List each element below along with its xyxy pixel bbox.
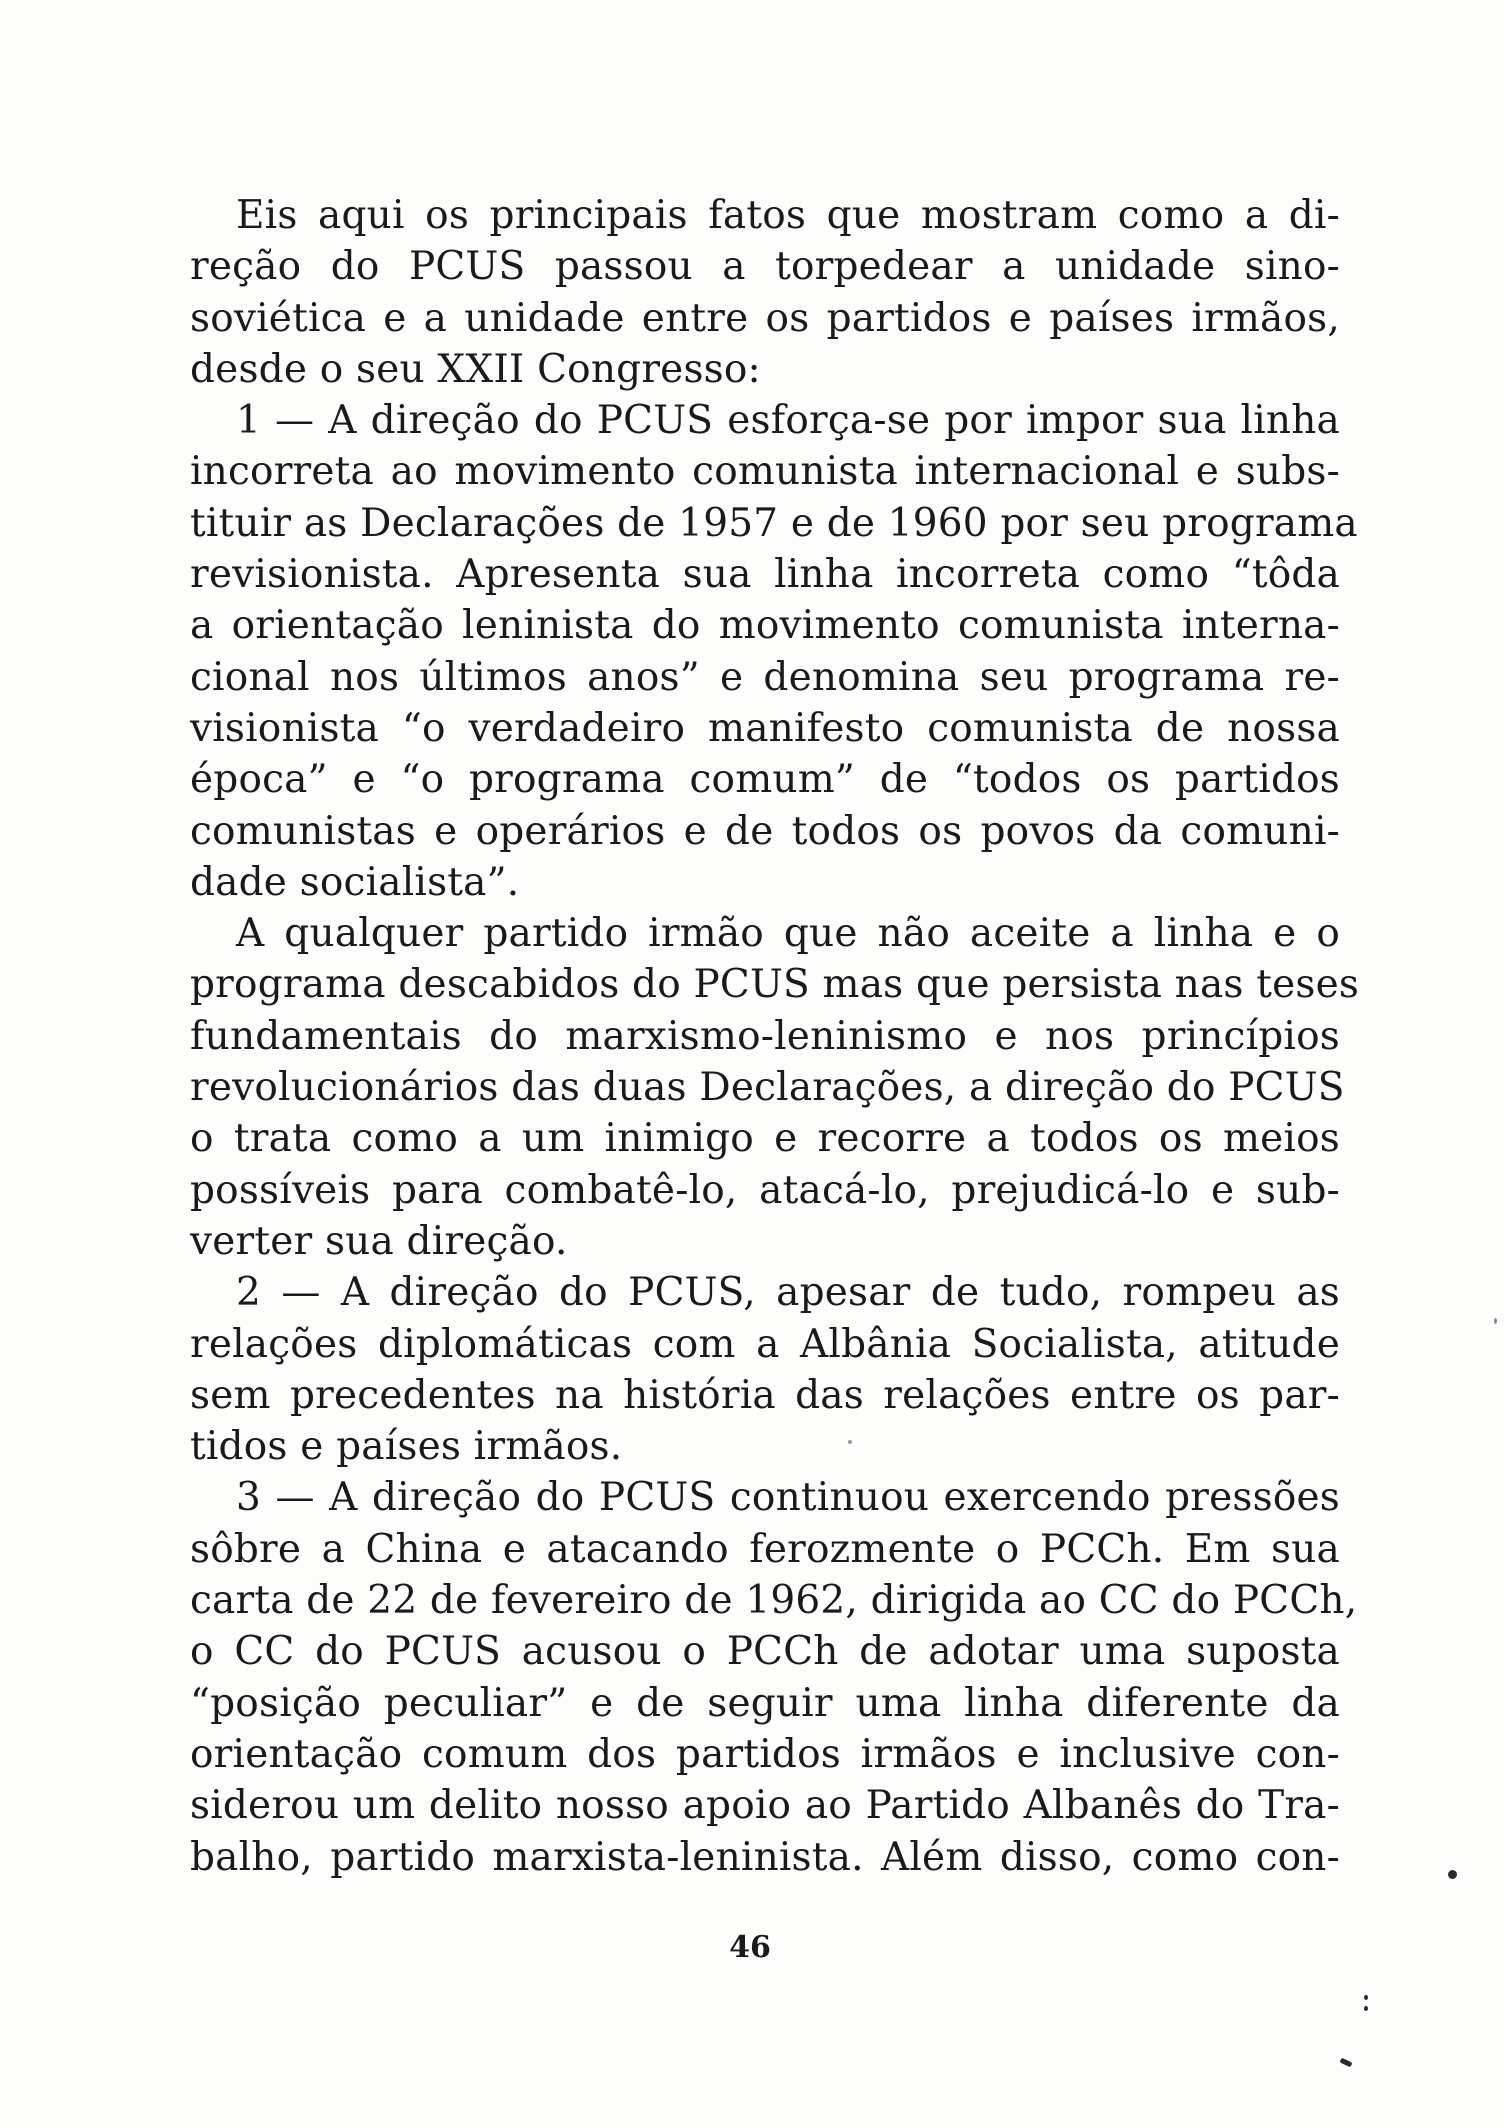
- text-line: sôbre a China e atacando ferozmente o PCCh. Em sua: [190, 1526, 1340, 1572]
- text-line: comunistas e operários e de todos os povos da comuni-: [190, 808, 1340, 854]
- ink-speck: [1340, 2058, 1353, 2068]
- text-line: 3 — A direção do PCUS continuou exercendo pressões: [236, 1475, 1340, 1521]
- ink-speck: [848, 1440, 852, 1444]
- text-line: siderou um delito nosso apoio ao Partido Albanês do Tra-: [190, 1783, 1340, 1829]
- ink-speck: [1494, 1318, 1497, 1324]
- text-line: o trata como a um inimigo e recorre a todos os meios: [190, 1116, 1340, 1162]
- text-line: revisionista. Apresenta sua linha incorreta como “tôda: [190, 552, 1340, 598]
- text-line: revolucionários das duas Declarações, a direção do PCUS: [190, 1065, 1345, 1111]
- text-line: fundamentais do marxismo-leninismo e nos princípios: [190, 1013, 1340, 1059]
- page-number: 46: [729, 1930, 771, 1965]
- text-line: verter sua direção.: [190, 1218, 568, 1264]
- text-line: programa descabidos do PCUS mas que persista nas teses: [190, 962, 1360, 1008]
- ink-speck: [1364, 2006, 1368, 2011]
- text-line: relações diplomáticas com a Albânia Socialista, atitude: [190, 1321, 1340, 1367]
- text-line: carta de 22 de fevereiro de 1962, dirigida ao CC do PCCh,: [190, 1578, 1358, 1624]
- text-line: o CC do PCUS acusou o PCCh de adotar uma suposta: [190, 1629, 1340, 1675]
- text-line: cional nos últimos anos” e denomina seu programa re-: [190, 654, 1340, 700]
- text-line: orientação comum dos partidos irmãos e inclusive con-: [190, 1731, 1340, 1777]
- text-line: tidos e países irmãos.: [190, 1424, 623, 1470]
- ink-speck: [1364, 1995, 1368, 2000]
- text-line: visionista “o verdadeiro manifesto comunista de nossa: [190, 705, 1340, 751]
- text-line: balho, partido marxista-leninista. Além disso, como con-: [190, 1834, 1340, 1880]
- text-line: 1 — A direção do PCUS esforça-se por impor sua linha: [236, 398, 1340, 444]
- text-line: dade socialista”.: [190, 859, 520, 905]
- text-line: desde o seu XXII Congresso:: [190, 346, 761, 392]
- text-line: a orientação leninista do movimento comunista interna-: [190, 603, 1340, 649]
- text-line: época” e “o programa comum” de “todos os partidos: [190, 757, 1340, 803]
- text-line: sem precedentes na história das relações entre os par-: [190, 1372, 1340, 1418]
- text-line: 2 — A direção do PCUS, apesar de tudo, rompeu as: [236, 1270, 1340, 1316]
- body-text: [190, 190, 1360, 1883]
- text-line: “posição peculiar” e de seguir uma linha diferente da: [190, 1680, 1340, 1726]
- text-line: reção do PCUS passou a torpedear a unidade sino-: [190, 244, 1340, 290]
- ink-speck: [1448, 1870, 1457, 1879]
- text-line: soviética e a unidade entre os partidos e países irmãos,: [190, 295, 1340, 341]
- text-line: tituir as Declarações de 1957 e de 1960 por seu programa: [190, 500, 1358, 546]
- text-line: A qualquer partido irmão que não aceite a linha e o: [236, 911, 1340, 957]
- text-line: Eis aqui os principais fatos que mostram como a di-: [236, 193, 1340, 238]
- text-line: incorreta ao movimento comunista internacional e subs-: [190, 449, 1340, 495]
- text-line: possíveis para combatê-lo, atacá-lo, prejudicá-lo e sub-: [190, 1167, 1340, 1213]
